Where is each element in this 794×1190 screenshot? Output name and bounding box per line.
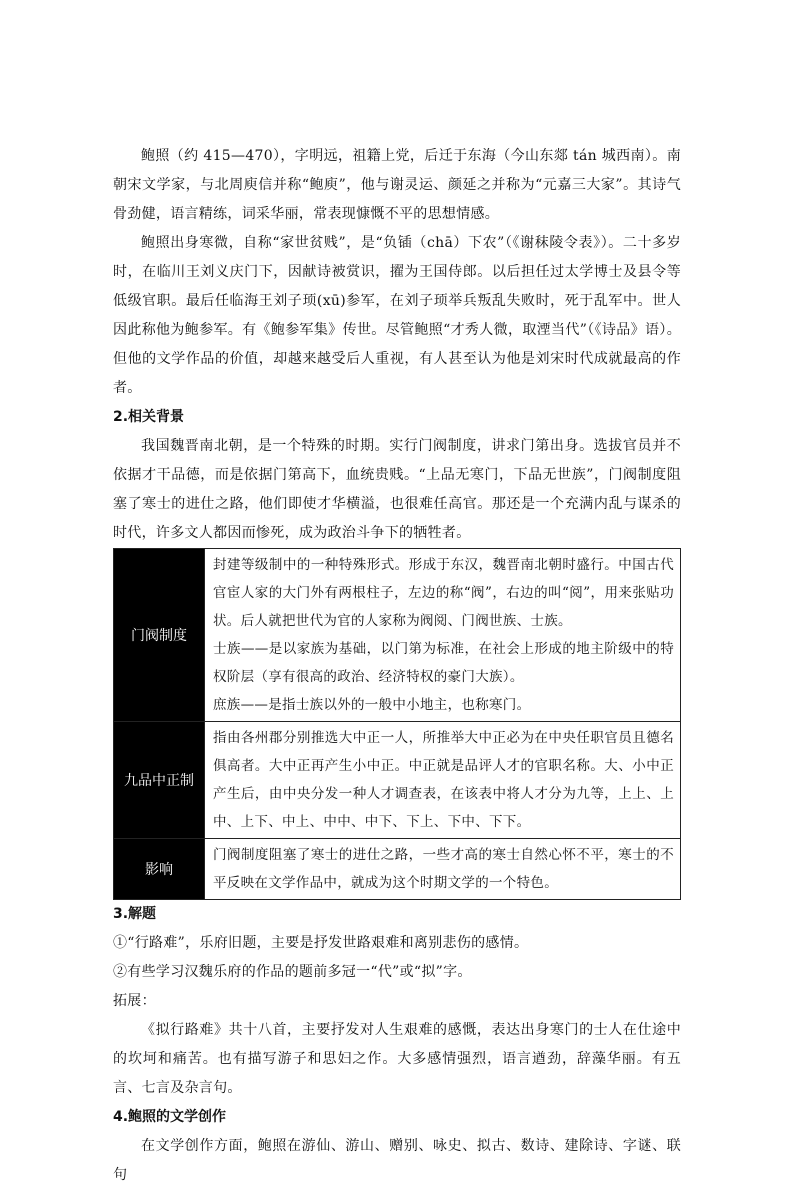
document-page	[113, 142, 681, 1190]
title-explain-heading: 3.解题	[113, 906, 157, 922]
extension-label: 拓展：	[113, 993, 156, 1009]
row-label-jiupin: 九品中正制	[114, 722, 205, 839]
bio-paragraph-1: 鲍照（约 415—470），字明远，祖籍上党，后迁于东海（今山东郯 tán 城西南）。南朝宋文学家，与北周庾信并称“鲍庾”，他与谢灵运、颜延之并称为“元嘉三大家”。其诗气骨劲健，语言精练，词采华丽，常表现慷慨不平的思想情感。	[113, 148, 681, 222]
table-row	[114, 722, 681, 839]
bio-paragraph-2: 鲍照出身寒微，自称“家世贫贱”，是“负锸（chā）下农”（《谢秣陵令表》）。二十多岁时，在临川王刘义庆门下，因献诗被赏识，擢为王国侍郎。以后担任过太学博士及县令等低级官职。最后任临海王刘子顼(xū)参军，在刘子顼举兵叛乱失败时，死于乱军中。世人因此称他为鲍参军。有《鲍参军集》传世。尽管鲍照“才秀人微，取湮当代”（《诗品》语）。但他的文学作品的价值，却越来越受后人重视，有人甚至认为他是刘宋时代成就最高的作者。	[113, 235, 681, 396]
background-heading: 2.相关背景	[113, 409, 185, 425]
background-paragraph: 我国魏晋南北朝，是一个特殊的时期。实行门阀制度，讲求门第出身。选拔官员并不依据才干品德，而是依据门第高下，血统贵贱。“上品无寒门，下品无世族”，门阀制度阻塞了寒士的进仕之路，他们即使才华横溢，也很难任高官。那还是一个充满内乱与谋杀的时代，许多文人都因而惨死，成为政治斗争下的牺牲者。	[113, 438, 681, 541]
creation-heading: 4.鲍照的文学创作	[113, 1109, 227, 1125]
background-table	[113, 548, 681, 900]
table-row	[114, 549, 681, 722]
row-text-influence: 门阀制度阻塞了寒士的进仕之路，一些才高的寒士自然心怀不平，寒士的不平反映在文学作品中，就成为这个时期文学的一个特色。	[205, 839, 681, 900]
explain-item-2: ②有些学习汉魏乐府的作品的题前多冠一“代”或“拟”字。	[113, 964, 472, 980]
row-label-influence: 影响	[114, 839, 205, 900]
shuzu-definition: 庶族——是指士族以外的一般中小地主，也称寒门。	[213, 697, 531, 713]
row-text-menfa	[205, 549, 681, 722]
row-text-jiupin: 指由各州郡分别推选大中正一人，所推举大中正必为在中央任职官员且德名俱高者。大中正再产生小中正。中正就是品评人才的官职名称。大、小中正产生后，由中央分发一种人才调查表，在该表中将人才分为九等，上上、上中、上下、中上、中中、中下、下上、下中、下下。	[205, 722, 681, 839]
creation-paragraph: 在文学创作方面，鲍照在游仙、游山、赠别、咏史、拟古、数诗、建除诗、字谜、联句	[113, 1138, 681, 1183]
explain-item-1: ①“行路难”，乐府旧题，主要是抒发世路艰难和离别悲伤的感情。	[113, 935, 529, 951]
row-label-menfa: 门阀制度	[114, 549, 205, 722]
table-row	[114, 839, 681, 900]
shizu-definition: 士族——是以家族为基础，以门第为标准，在社会上形成的地主阶级中的特权阶层（享有很高的政治、经济特权的豪门大族）。	[213, 641, 674, 685]
extension-paragraph: 《拟行路难》共十八首，主要抒发对人生艰难的感慨，表达出身寒门的士人在仕途中的坎坷和痛苦。也有描写游子和思妇之作。大多感情强烈，语言遒劲，辞藻华丽。有五言、七言及杂言句。	[113, 1022, 681, 1096]
menfa-definition: 封建等级制中的一种特殊形式。形成于东汉，魏晋南北朝时盛行。中国古代官宦人家的大门外有两根柱子，左边的称“阀”，右边的叫“阅”，用来张贴功状。后人就把世代为官的人家称为阀阅、门阀世族、士族。	[213, 557, 674, 629]
